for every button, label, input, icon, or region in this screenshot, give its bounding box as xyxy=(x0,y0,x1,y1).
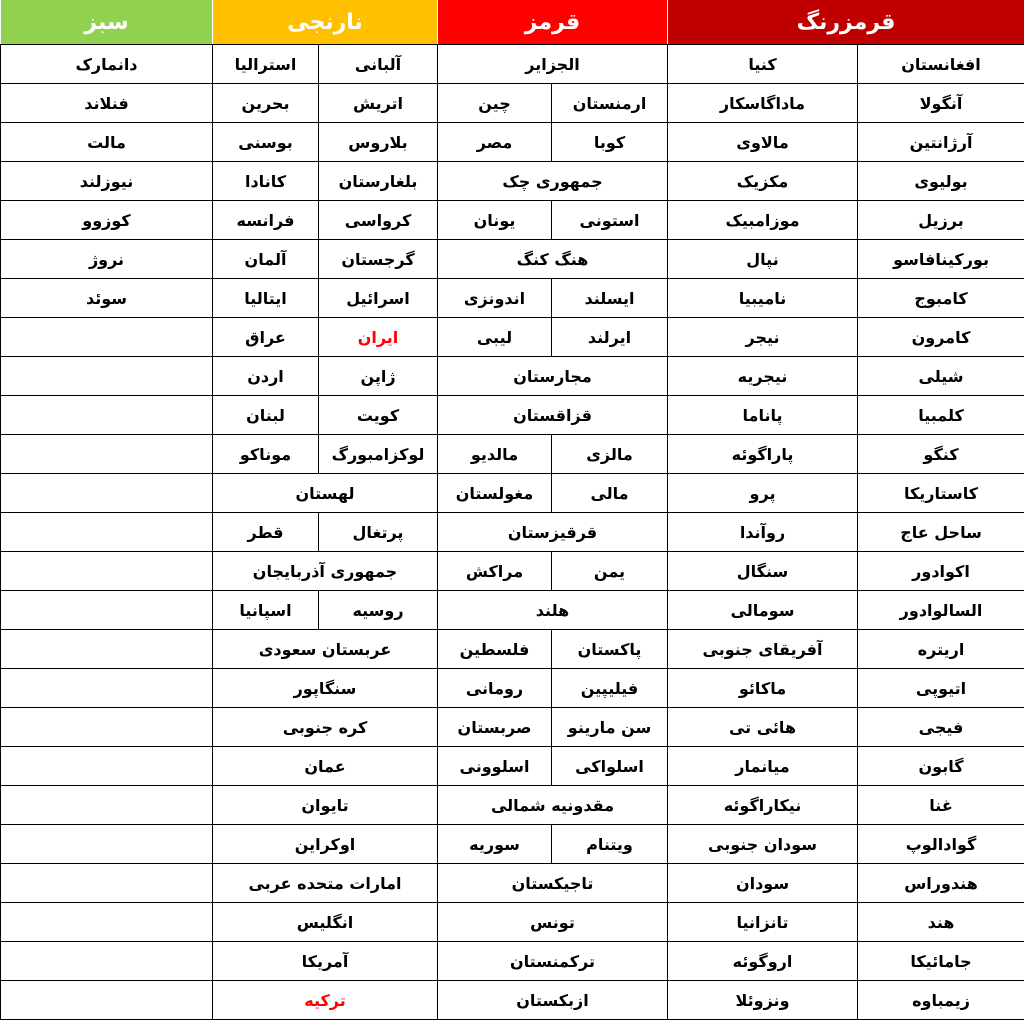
table-row xyxy=(1,240,1024,279)
table-row xyxy=(1,708,1024,747)
green-country-cell: دانمارک xyxy=(1,45,213,84)
green-country-cell: سوئد xyxy=(1,279,213,318)
orange-country-cell: عربستان سعودی xyxy=(213,630,438,669)
orange-country-cell: اوکراین xyxy=(213,825,438,864)
red-country-cell: اسلواکی xyxy=(552,747,668,786)
red-country-cell: مقدونیه شمالی xyxy=(438,786,668,825)
orange-country-cell: عمان xyxy=(213,747,438,786)
dark-red-country-cell: نیجریه xyxy=(668,357,858,396)
dark-red-country-cell: ساحل عاج xyxy=(858,513,1024,552)
red-country-cell: اندونزی xyxy=(438,279,552,318)
table-row xyxy=(1,591,1024,630)
green-empty-cell xyxy=(1,981,213,1020)
table-row xyxy=(1,864,1024,903)
table-row xyxy=(1,45,1024,84)
red-country-cell: یونان xyxy=(438,201,552,240)
orange-country-cell: اسرائیل xyxy=(319,279,438,318)
orange-country-cell: کرواسی xyxy=(319,201,438,240)
dark-red-country-cell: کنگو xyxy=(858,435,1024,474)
red-country-cell: مغولستان xyxy=(438,474,552,513)
dark-red-country-cell: روآندا xyxy=(668,513,858,552)
green-country-cell: فنلاند xyxy=(1,84,213,123)
red-country-cell: ازبکستان xyxy=(438,981,668,1020)
dark-red-country-cell: کامرون xyxy=(858,318,1024,357)
header-green: سبز xyxy=(1,0,213,45)
header-dark-red: قرمزرنگ xyxy=(668,0,1024,45)
header-red: قرمز xyxy=(438,0,668,45)
table-row xyxy=(1,942,1024,981)
table-row xyxy=(1,513,1024,552)
header-orange: نارنجی xyxy=(213,0,438,45)
red-country-cell: مصر xyxy=(438,123,552,162)
orange-country-cell: آلمان xyxy=(213,240,319,279)
dark-red-country-cell: افغانستان xyxy=(858,45,1024,84)
dark-red-country-cell: کاستاریکا xyxy=(858,474,1024,513)
dark-red-country-cell: سودان جنوبی xyxy=(668,825,858,864)
dark-red-country-cell: گابون xyxy=(858,747,1024,786)
green-empty-cell xyxy=(1,435,213,474)
orange-country-cell: سنگاپور xyxy=(213,669,438,708)
red-country-cell: مالزی xyxy=(552,435,668,474)
red-country-cell: ترکمنستان xyxy=(438,942,668,981)
green-empty-cell xyxy=(1,747,213,786)
red-country-cell: لیبی xyxy=(438,318,552,357)
dark-red-country-cell: غنا xyxy=(858,786,1024,825)
table-row xyxy=(1,84,1024,123)
red-country-cell: هلند xyxy=(438,591,668,630)
orange-country-cell: کویت xyxy=(319,396,438,435)
dark-red-country-cell: السالوادور xyxy=(858,591,1024,630)
red-country-cell: ارمنستان xyxy=(552,84,668,123)
orange-country-cell: ایتالیا xyxy=(213,279,319,318)
orange-country-cell: امارات متحده عربی xyxy=(213,864,438,903)
orange-country-cell: لوکزامبورگ xyxy=(319,435,438,474)
table-row xyxy=(1,552,1024,591)
green-empty-cell xyxy=(1,864,213,903)
red-country-cell: الجزایر xyxy=(438,45,668,84)
green-empty-cell xyxy=(1,903,213,942)
dark-red-country-cell: زیمباوه xyxy=(858,981,1024,1020)
table-row xyxy=(1,123,1024,162)
red-country-cell: مجارستان xyxy=(438,357,668,396)
orange-country-cell: موناکو xyxy=(213,435,319,474)
dark-red-country-cell: بولیوی xyxy=(858,162,1024,201)
orange-country-cell: فرانسه xyxy=(213,201,319,240)
dark-red-country-cell: مکزیک xyxy=(668,162,858,201)
dark-red-country-cell: کامبوج xyxy=(858,279,1024,318)
dark-red-country-cell: اروگوئه xyxy=(668,942,858,981)
orange-country-cell: ترکیه xyxy=(213,981,438,1020)
dark-red-country-cell: جامائیکا xyxy=(858,942,1024,981)
red-country-cell: استونی xyxy=(552,201,668,240)
orange-country-cell: قطر xyxy=(213,513,319,552)
table-row xyxy=(1,786,1024,825)
red-country-cell: فلسطین xyxy=(438,630,552,669)
orange-country-cell: ایران xyxy=(319,318,438,357)
green-empty-cell xyxy=(1,474,213,513)
orange-country-cell: روسیه xyxy=(319,591,438,630)
dark-red-country-cell: اکوادور xyxy=(858,552,1024,591)
red-country-cell: اسلوونی xyxy=(438,747,552,786)
dark-red-country-cell: تانزانیا xyxy=(668,903,858,942)
orange-country-cell: اردن xyxy=(213,357,319,396)
red-country-cell: فیلیپین xyxy=(552,669,668,708)
dark-red-country-cell: آنگولا xyxy=(858,84,1024,123)
orange-country-cell: ژاپن xyxy=(319,357,438,396)
dark-red-country-cell: اریتره xyxy=(858,630,1024,669)
dark-red-country-cell: موزامبیک xyxy=(668,201,858,240)
red-country-cell: ویتنام xyxy=(552,825,668,864)
green-empty-cell xyxy=(1,552,213,591)
dark-red-country-cell: نیکاراگوئه xyxy=(668,786,858,825)
red-country-cell: ایسلند xyxy=(552,279,668,318)
table-row xyxy=(1,747,1024,786)
dark-red-country-cell: سومالی xyxy=(668,591,858,630)
green-empty-cell xyxy=(1,357,213,396)
red-country-cell: یمن xyxy=(552,552,668,591)
green-empty-cell xyxy=(1,396,213,435)
table-row xyxy=(1,318,1024,357)
green-empty-cell xyxy=(1,825,213,864)
red-country-cell: قزاقستان xyxy=(438,396,668,435)
green-empty-cell xyxy=(1,318,213,357)
table-row xyxy=(1,903,1024,942)
red-country-cell: کوبا xyxy=(552,123,668,162)
orange-country-cell: اتریش xyxy=(319,84,438,123)
table-row xyxy=(1,162,1024,201)
dark-red-country-cell: ماکائو xyxy=(668,669,858,708)
table-body xyxy=(1,45,1024,1020)
table-row xyxy=(1,669,1024,708)
red-country-cell: صربستان xyxy=(438,708,552,747)
dark-red-country-cell: آفریقای جنوبی xyxy=(668,630,858,669)
dark-red-country-cell: هند xyxy=(858,903,1024,942)
dark-red-country-cell: پرو xyxy=(668,474,858,513)
green-empty-cell xyxy=(1,708,213,747)
dark-red-country-cell: پاناما xyxy=(668,396,858,435)
table-row xyxy=(1,357,1024,396)
orange-country-cell: لهستان xyxy=(213,474,438,513)
dark-red-country-cell: گوادالوپ xyxy=(858,825,1024,864)
dark-red-country-cell: میانمار xyxy=(668,747,858,786)
dark-red-country-cell: هائی تی xyxy=(668,708,858,747)
orange-country-cell: آلبانی xyxy=(319,45,438,84)
red-country-cell: جمهوری چک xyxy=(438,162,668,201)
red-country-cell: سوریه xyxy=(438,825,552,864)
table-row xyxy=(1,981,1024,1020)
green-empty-cell xyxy=(1,786,213,825)
table-row xyxy=(1,201,1024,240)
green-country-cell: نروژ xyxy=(1,240,213,279)
dark-red-country-cell: نپال xyxy=(668,240,858,279)
red-country-cell: قرقیزستان xyxy=(438,513,668,552)
green-empty-cell xyxy=(1,630,213,669)
orange-country-cell: انگلیس xyxy=(213,903,438,942)
green-country-cell: نیوزلند xyxy=(1,162,213,201)
dark-red-country-cell: کلمبیا xyxy=(858,396,1024,435)
red-country-cell: پاکستان xyxy=(552,630,668,669)
header-row xyxy=(1,0,1024,45)
dark-red-country-cell: شیلی xyxy=(858,357,1024,396)
table-row xyxy=(1,279,1024,318)
dark-red-country-cell: ماداگاسکار xyxy=(668,84,858,123)
orange-country-cell: بحرین xyxy=(213,84,319,123)
dark-red-country-cell: کنیا xyxy=(668,45,858,84)
dark-red-country-cell: پاراگوئه xyxy=(668,435,858,474)
table-row xyxy=(1,630,1024,669)
red-country-cell: مالی xyxy=(552,474,668,513)
table-row xyxy=(1,435,1024,474)
red-country-cell: تاجیکستان xyxy=(438,864,668,903)
red-country-cell: هنگ کنگ xyxy=(438,240,668,279)
green-empty-cell xyxy=(1,942,213,981)
orange-country-cell: استرالیا xyxy=(213,45,319,84)
table-row xyxy=(1,396,1024,435)
orange-country-cell: عراق xyxy=(213,318,319,357)
dark-red-country-cell: بورکینافاسو xyxy=(858,240,1024,279)
dark-red-country-cell: مالاوی xyxy=(668,123,858,162)
red-country-cell: چین xyxy=(438,84,552,123)
orange-country-cell: جمهوری آذربایجان xyxy=(213,552,438,591)
dark-red-country-cell: سودان xyxy=(668,864,858,903)
orange-country-cell: لبنان xyxy=(213,396,319,435)
red-country-cell: مراکش xyxy=(438,552,552,591)
green-country-cell: کوزوو xyxy=(1,201,213,240)
red-country-cell: ایرلند xyxy=(552,318,668,357)
dark-red-country-cell: سنگال xyxy=(668,552,858,591)
dark-red-country-cell: فیجی xyxy=(858,708,1024,747)
red-country-cell: سن مارینو xyxy=(552,708,668,747)
orange-country-cell: آمریکا xyxy=(213,942,438,981)
table-row xyxy=(1,825,1024,864)
dark-red-country-cell: ونزوئلا xyxy=(668,981,858,1020)
green-empty-cell xyxy=(1,591,213,630)
orange-country-cell: تایوان xyxy=(213,786,438,825)
green-country-cell: مالت xyxy=(1,123,213,162)
orange-country-cell: بوسنی xyxy=(213,123,319,162)
red-country-cell: تونس xyxy=(438,903,668,942)
green-empty-cell xyxy=(1,513,213,552)
dark-red-country-cell: برزیل xyxy=(858,201,1024,240)
orange-country-cell: اسپانیا xyxy=(213,591,319,630)
orange-country-cell: بلغارستان xyxy=(319,162,438,201)
dark-red-country-cell: اتیوپی xyxy=(858,669,1024,708)
dark-red-country-cell: آرژانتین xyxy=(858,123,1024,162)
dark-red-country-cell: هندوراس xyxy=(858,864,1024,903)
orange-country-cell: بلاروس xyxy=(319,123,438,162)
orange-country-cell: کره جنوبی xyxy=(213,708,438,747)
red-country-cell: رومانی xyxy=(438,669,552,708)
dark-red-country-cell: نیجر xyxy=(668,318,858,357)
orange-country-cell: پرتغال xyxy=(319,513,438,552)
dark-red-country-cell: نامیبیا xyxy=(668,279,858,318)
table-row xyxy=(1,474,1024,513)
green-empty-cell xyxy=(1,669,213,708)
orange-country-cell: گرجستان xyxy=(319,240,438,279)
orange-country-cell: کانادا xyxy=(213,162,319,201)
red-country-cell: مالدیو xyxy=(438,435,552,474)
